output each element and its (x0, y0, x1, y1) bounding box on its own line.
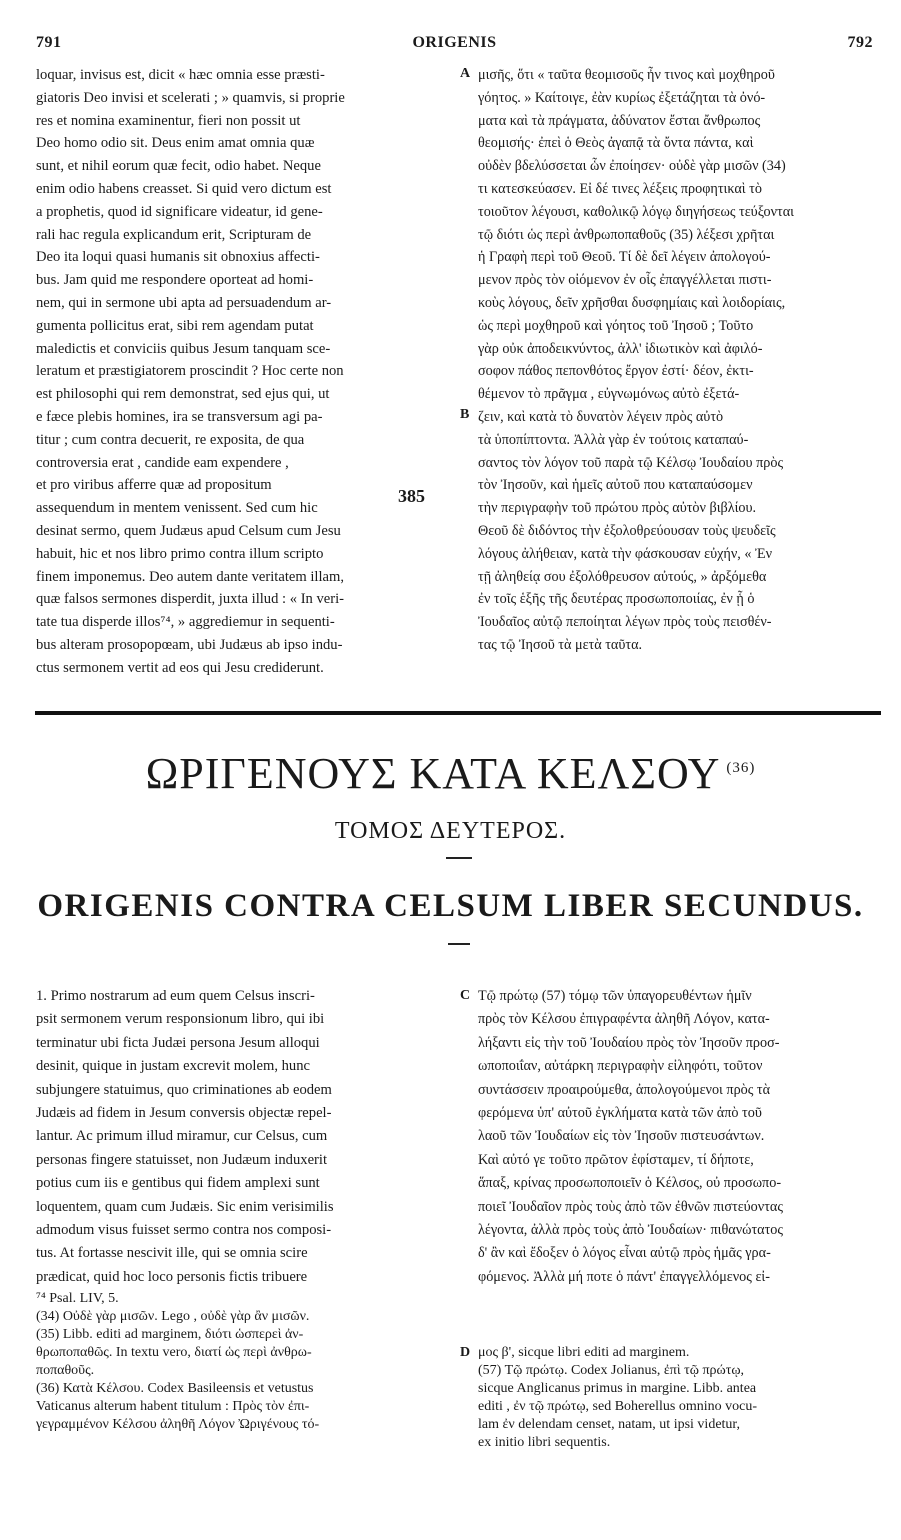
page-number-left: 791 (36, 34, 62, 51)
text-line: Τῷ πρώτῳ (57) τόμῳ τῶν ὑπαγορευθέντων ἡμῖν (478, 988, 752, 1004)
footnote-line: (57) Τῷ πρώτῳ. Codex Jolianus, ἐπὶ τῷ πρώτῳ, (478, 1363, 745, 1378)
footnote-line: (34) Οὐδὲ γὰρ μισῶν. Lego , οὐδὲ γὰρ ἂν μισῶν. (36, 1309, 310, 1324)
book-subtitle-greek: ΤΟΜΟΣ ΔΕΥΤΕΡΟΣ. (334, 818, 567, 844)
text-line: ζειν, καὶ κατὰ τὸ δυνατὸν λέγειν πρὸς αὐτὸ (478, 408, 724, 425)
text-line: Judæis ad fidem in Jesum conversis objectæ repel- (36, 1104, 332, 1121)
text-line: ματα καὶ τὰ πράγματα, ἀδύνατον ἔσται ἄνθρωπος (478, 112, 761, 129)
text-line: γὰρ οὐκ ἀποδεικνύντος, ἀλλ' ἰδιωτικὸν καὶ ἀφιλό- (478, 340, 763, 357)
text-line: enim odio habens creasset. Si quid vero dictum est (36, 180, 332, 197)
text-line: lantur. Ac primum illud miramur, cur Celsus, cum (36, 1128, 328, 1145)
text-line: ποιεῖ Ἰουδαῖον πρὸς τοὺς ἀπὸ τῶν ἐθνῶν πιστεύοντας (478, 1198, 783, 1215)
footnote-line: γεγραμμένον Κέλσου ἀληθῆ Λόγον Ὠριγένους τό- (36, 1417, 320, 1432)
text-line: gumenta pollicitus erat, sibi rem agendam putat (36, 317, 314, 334)
running-title: ORIGENIS (412, 34, 497, 51)
text-line: ἡ Γραφὴ περὶ τοῦ Θεοῦ. Τί δὲ δεῖ λέγειν ἀπολογού- (478, 249, 771, 266)
footnote-line: (36) Κατὰ Κέλσου. Codex Basileensis et vetustus (36, 1381, 314, 1396)
text-line: potius cum iis e gentibus qui fidem amplexi sunt (36, 1175, 320, 1192)
text-line: giatoris Deo invisi et scelerati ; » quamvis, si proprie (36, 89, 345, 106)
text-line: habuit, hic et nos libro primo contra illum scripto (36, 545, 324, 562)
text-line: Ἰουδαῖος αὐτῷ πεποίηται λέγων πρὸς τοὺς πεισθέν- (478, 614, 772, 631)
text-line: οὐδὲν βδελύσσεται ὧν ἐποίησεν· οὐδὲ γὰρ μισῶν (34) (478, 158, 786, 175)
footnote-line: lam ἐν delendam censet, natam, ut ipsi videtur, (478, 1417, 741, 1432)
text-line: sunt, et nihil eorum quæ fecit, odio habet. Neque (36, 158, 321, 175)
text-line: tate tua disperde illos⁷⁴, » aggrediemur in sequenti- (36, 614, 335, 631)
section-marker-d: D (460, 1345, 471, 1360)
footnote-line: (35) Libb. editi ad marginem, διότι ὡσπερεὶ ἀν- (36, 1327, 304, 1342)
text-line: Deo ita loqui quasi humanis sit obnoxius affecti- (36, 249, 320, 266)
text-line: κοὺς λόγους, δεῖν χρῆσθαι δυσφημίαις καὶ λοιδορίαις, (478, 294, 786, 311)
text-line: titur ; cum contra decuerit, re exposita, de qua (36, 431, 305, 448)
text-line: assequendum in mentem venissent. Sed cum hic (36, 500, 318, 517)
text-line: τῷ διότι ὡς περὶ ἀνθρωποπαθοῦς (35) λέξεσι χρῆται (478, 226, 775, 243)
footnote-line: ex initio libri sequentis. (478, 1435, 611, 1450)
text-line: rali hac regula explicandum erit, Scripturam de (36, 226, 312, 243)
text-line: τοιοῦτον λέγουσι, καθολικῷ λόγῳ διηγήσεως τεύξονται (478, 203, 794, 220)
text-line: subjungere statuimus, quo criminationes ab eodem (36, 1081, 332, 1098)
text-line: bus alteram prosopopœam, ubi Judæus ab ipso indu- (36, 636, 343, 653)
footnote-line: ⁷⁴ Psal. LIV, 5. (36, 1291, 119, 1306)
text-line: λαοῦ τῶν Ἰουδαίων εἰς τὸν Ἰησοῦν πιστευσάντων. (478, 1128, 765, 1145)
text-line: finem imponemus. Deo autem dante veritatem illam, (36, 568, 345, 585)
text-line: et pro viribus afferre quæ ad propositum (36, 477, 272, 494)
column-number: 385 (398, 486, 425, 506)
section-rule (35, 711, 881, 715)
text-line: bus. Jam quid me respondere oporteat ad homi- (36, 272, 314, 289)
footnotes-right (478, 1344, 882, 1458)
text-line: psit sermonem verum responsionum libro, qui ibi (36, 1011, 325, 1028)
greek-column-book1 (478, 64, 882, 696)
footnote-line: ποπαθοῦς. (36, 1363, 95, 1378)
text-line: a prophetis, quod id significare videatur, id gene- (36, 203, 323, 220)
text-line: ωποποιΐαν, αὐτάρκη περιγραφὴν εἰληφότι, τοῦτον (478, 1058, 763, 1075)
greek-column-book2 (478, 985, 882, 1293)
text-line: λόγους ἀλήθειαν, κατὰ τὴν φάσκουσαν εὐχήν, « Ἐν (478, 545, 773, 562)
text-line: ctus sermonem vertit ad eos qui Jesu crediderunt. (36, 659, 324, 676)
text-line: Θεοῦ δὲ διδόντος τὴν ἐξολοθρεύουσαν τοὺς ψευδεῖς (478, 522, 776, 539)
text-line: μισῆς, ὅτι « ταῦτα θεομισοῦς ἦν τινος καὶ μοχθηροῦ (478, 67, 775, 83)
text-line: τὰ ὑποπίπτοντα. Ἀλλὰ γὰρ ἐν τούτοις καταπαύ- (478, 431, 749, 448)
text-line: τῇ ἀληθείᾳ σου ἐξολόθρευσον αὐτούς, » ἀρξόμεθα (478, 568, 767, 585)
text-line: ἅπαξ, κρίνας προσωποποιεῖν ὁ Κέλσος, οὐ προσωπο- (478, 1175, 782, 1192)
text-line: φόμενος. Ἀλλὰ μή ποτε ὁ πάντ' ἐπαγγελλόμενος εἰ- (478, 1268, 770, 1285)
text-line: δ' ἂν καὶ ἔδοξεν ὁ λόγος εἶναι αὐτῷ πρὸς ἡμᾶς γρα- (478, 1245, 771, 1262)
text-line: λήξαντι εἰς τὴν τοῦ Ἰουδαίου πρὸς τὸν Ἰησοῦν προσ- (478, 1034, 780, 1051)
text-line: desinat sermo, quem Judæus apud Celsum cum Jesu (36, 522, 341, 539)
text-line: prædicat, quid hoc loco personis fictis tribuere (36, 1268, 308, 1285)
text-line: Deo homo odio sit. Deus enim amat omnia quæ (36, 135, 315, 152)
text-line: ἐν τοῖς ἑξῆς τῆς δευτέρας προσωποποιίας, ἐν ᾗ ὁ (478, 591, 755, 608)
text-line: σοφον πάθος πεπονθότος ἔργον ἐστί· δέον, ἐκτι- (478, 363, 754, 380)
text-line: e fæce plebis homines, ira se transversum agi pa- (36, 408, 323, 425)
text-line: leratum et præstigiatorem proscindit ? Hoc certe non (36, 363, 344, 380)
text-line: tus. At fortasse nescivit ille, qui se omnia scire (36, 1245, 308, 1262)
ornament-dash (446, 857, 472, 859)
text-line: loquentem, quam cum Judæis. Sic enim verisimilis (36, 1198, 334, 1215)
text-line: nem, qui in sermone ubi apta ad persuadendum ar- (36, 294, 332, 311)
text-line: συντάσσειν προαιρούμεθα, ἀπολογούμενοι πρὸς τὰ (478, 1081, 771, 1098)
footnote-line: θρωποπαθῶς. In textu vero, διατί ὡς περὶ ἀνθρω- (36, 1345, 312, 1360)
section-marker-a: A (460, 66, 471, 81)
title-footnote-ref: (36) (726, 760, 756, 777)
text-line: θέμενον τὸ πρᾶγμα , εὐγνωμόνως αὐτὸ ἐξετά- (478, 386, 740, 403)
text-line: θεομισής· ἐπεὶ ὁ Θεὸς ἀγαπᾷ τὰ ὄντα πάντα, καὶ (478, 135, 754, 152)
text-line: loquar, invisus est, dicit « hæc omnia esse præsti- (36, 67, 325, 83)
latin-column-book1 (36, 64, 456, 696)
text-line: ὡς περὶ μοχθηροῦ καὶ γόητος τοῦ Ἰησοῦ ; Τοῦτο (478, 317, 754, 334)
section-marker-b: B (460, 407, 470, 422)
text-line: 1. Primo nostrarum ad eum quem Celsus inscri- (36, 988, 315, 1004)
text-line: λέγοντα, ἀλλὰ πρὸς τοὺς ἀπὸ Ἰουδαίων· πιθανώτατος (478, 1221, 783, 1238)
text-line: terminatur ubi ficta Judæi persona Jesum alloqui (36, 1034, 320, 1051)
page-number-right: 792 (847, 34, 873, 51)
text-line: γόητος. » Καίτοιγε, ἐὰν κυρίως ἐξετάζηται τὰ ὀνό- (478, 89, 766, 106)
footnote-line: Vaticanus alterum habent titulum : Πρὸς τὸν ἐπι- (36, 1399, 310, 1414)
text-line: desinit, quique in justam excrevit molem, hunc (36, 1058, 310, 1075)
text-line: maledictis et conviciis quibus Jesum tanquam sce- (36, 340, 331, 357)
footnotes-left (36, 1290, 456, 1440)
text-line: τὸν Ἰησοῦν, καὶ ἡμεῖς αὐτοῦ που καταπαύσομεν (478, 477, 753, 494)
section-marker-c: C (460, 988, 471, 1003)
ornament-dash (448, 943, 470, 945)
book-title-greek (0, 748, 901, 799)
text-line: res et nomina examinentur, fieri non possit ut (36, 112, 301, 129)
text-line: quæ falsos sermones disperdit, juxta illud : « In veri- (36, 591, 345, 608)
footnote-line: editi , ἐν τῷ πρώτῳ, sed Boherellus omnino vocu- (478, 1399, 758, 1414)
text-line: personas fingere statuisset, non Judæum induxerit (36, 1151, 328, 1168)
text-line: controversia erat , candide eam expendere , (36, 454, 289, 471)
text-line: φερόμενα ὑπ' αὐτοῦ ἐγκλήματα κατὰ τῶν ἀπὸ τοῦ (478, 1104, 762, 1121)
book-title-latin: ORIGENIS CONTRA CELSUM LIBER SECUNDUS. (37, 888, 864, 924)
book-title-greek-text: ΩΡΙΓΕΝΟΥΣ ΚΑΤΑ ΚΕΛΣΟΥ (145, 749, 721, 798)
latin-column-book2 (36, 985, 456, 1293)
text-line: σαντος τὸν λόγον τοῦ παρὰ τῷ Κέλσῳ Ἰουδαίου πρὸς (478, 454, 784, 471)
running-header (36, 34, 873, 56)
text-line: τας τῷ Ἰησοῦ τὰ μετὰ ταῦτα. (478, 636, 643, 653)
text-line: est philosophi qui rem demonstrat, sed ejus qui, ut (36, 386, 330, 403)
text-line: Καὶ αὐτό γε τοῦτο πρῶτον ἐφίσταμεν, τί δήποτε, (478, 1151, 754, 1168)
footnote-line: sicque Anglicanus primus in margine. Libb. antea (478, 1381, 757, 1396)
footnote-line: μος β', sicque libri editi ad marginem. (478, 1345, 690, 1360)
text-line: admodum visus fuisset sermo contra nos composi- (36, 1221, 332, 1238)
text-line: μενον πρὸς τὸν οἰόμενον ἐν οἷς ἐπαγγέλλεται πιστι- (478, 272, 772, 289)
text-line: τὴν περιγραφὴν τοῦ πρώτου πρὸς αὐτὸν βιβλίου. (478, 500, 757, 517)
text-line: πρὸς τὸν Κέλσου ἐπιγραφέντα ἀληθῆ Λόγον, κατα- (478, 1011, 770, 1028)
text-line: τι κατεσκεύασεν. Εἰ δέ τινες λέξεις προφητικαὶ τὸ (478, 180, 762, 197)
